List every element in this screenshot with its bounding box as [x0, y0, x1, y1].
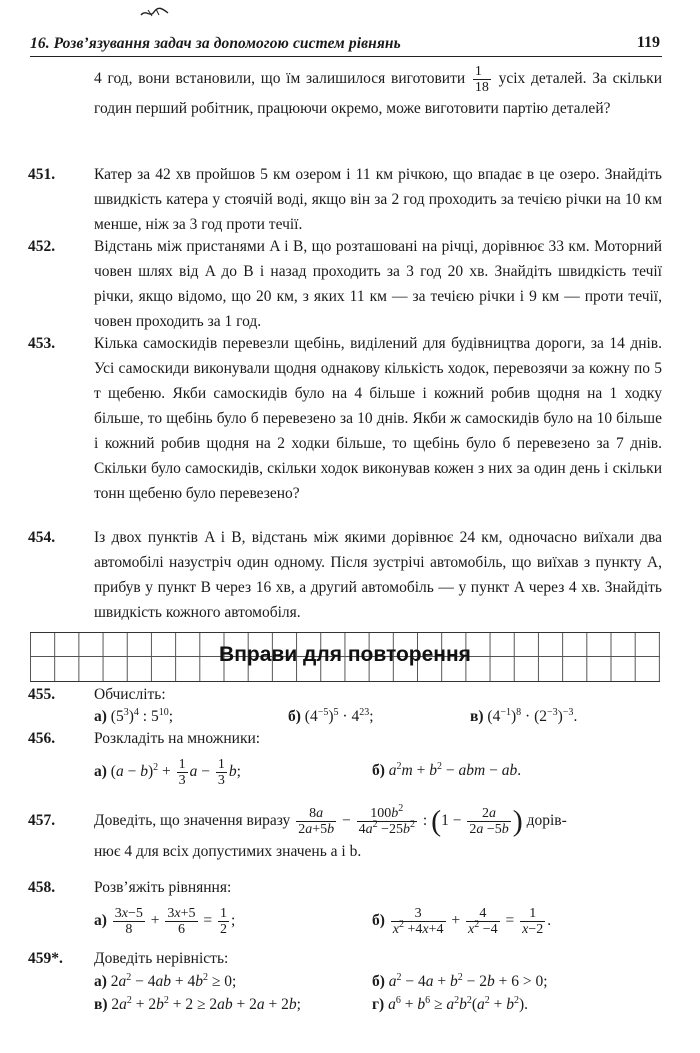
problem-text: Кілька самоскидів перевезли щебінь, виділений для будівництва дороги, за 14 днів. Усі самоскиди виконували щодня однакову кількість ходок, перевозячи за кожну по 5 т щебеню. Якби самоскидів було на 4 більше і кожний робив щодня на 1 ходку більше, то щебінь було б перевезено за 10 днів. Якби ж самоскидів було на 10 більше і кожний робив щодня на 2 ходки більше, то щебінь було б перевезено за 7 днів. Скільки було самоскидів, скільки ходок виконував кожен з них за один день і скільки тонн щебеню було перевезено? [94, 335, 662, 502]
problem-number: 453. [28, 335, 56, 352]
item-label: б) [372, 973, 385, 990]
fraction-4: $\frac{4}{x^2 -4}$ [468, 906, 498, 937]
problem-number: 455. [28, 686, 56, 703]
problem-text: Із двох пунктів A і B, відстань між якими дорівнює 24 км, одночасно виїхали два автомобілі назустріч один одному. Після зустрічі автомобіль, що виїхав з пункту A, прибув у пункт B через 16 хв, а другий автомобіль — у пункт A через 4 хв. Знайдіть швидкість кожного автомобіля. [94, 529, 662, 621]
fraction-numerator: 1 [473, 64, 491, 80]
pen-scribble [140, 6, 170, 20]
problem-459-a: а) $2a^2 - 4ab + 4b^2 \ge 0$; [94, 972, 237, 990]
chapter-title: 16. Розв’язування задач за допомогою систем рівнянь [30, 35, 401, 52]
fraction-2a: $\frac{2a}{2a -5b}$ [469, 806, 509, 837]
item-label: б) [372, 762, 385, 779]
problem-454 [28, 525, 662, 625]
problem-prompt: Обчисліть: [94, 686, 166, 703]
fraction-1-over-x-2: $\frac{1}{x-2}$ [522, 906, 544, 937]
fraction-100b2: $\frac{100b^2}{4a^2 -25b^2}$ [358, 803, 415, 837]
problem-prompt: Розв’яжіть рівняння: [94, 879, 232, 896]
section-banner-grid [30, 632, 660, 682]
problem-number: 457. [28, 812, 56, 830]
problem-459-d: г) $a^6 + b^6 \ge a^2b^2(a^2 + b^2)$. [372, 995, 529, 1013]
problem-458-a: а) $\frac{3x-5}{8}$ + $\frac{3x+5}{6}$ = $\frac{1}{2}$ ; [94, 906, 236, 937]
problem-456-a: а) $(a - b)^2$ + $\frac{1}{3}$ a − $\frac{1}{3}$ b; [94, 757, 241, 788]
fraction-one-third: $\frac{1}{3}$ [217, 757, 225, 788]
problem-number: 454. [28, 529, 56, 546]
problem-455-a: а) $(5^3)^4$ : $5^{10}$; [94, 707, 174, 725]
intro-text-start: 4 год, вони встановили, що їм залишилося виготовити [94, 70, 466, 88]
problem-457-line2 [94, 841, 361, 863]
fraction-3: $\frac{3}{x^2 +4x+4}$ [392, 906, 444, 937]
fraction-1-18 [473, 64, 491, 95]
intro-text-end: усіх деталей. [498, 70, 587, 88]
item-label: г) [372, 996, 385, 1013]
problem-459-b: б) $a^2 - 4a + b^2 - 2b + 6 > 0$; [372, 972, 548, 990]
problem-prompt: Доведіть нерівність: [94, 950, 229, 967]
item-label: а) [94, 763, 107, 781]
problem-455 [28, 684, 166, 706]
problem-prompt: Розкладіть на множники: [94, 730, 261, 747]
fraction-8a: $\frac{8a}{2a+5b}$ [298, 806, 335, 837]
problem-number: 459*. [28, 950, 63, 967]
fraction-3x+5: $\frac{3x+5}{6}$ [167, 906, 196, 937]
item-label: а) [94, 912, 107, 930]
section-title-text: Вправи для повторення [219, 643, 471, 666]
item-label: а) [94, 708, 107, 725]
problem-457: 457. Доведіть, що значення виразу $\frac{8a}{2a+5b}$ − $\frac{100b^2}{4a^2 -25b^2}$ : (1 − $\frac{2a}{2a -5b}$ ) дорів- [28, 803, 567, 838]
item-label: в) [470, 708, 484, 725]
problem-number: 451. [28, 166, 56, 183]
problem-number: 458. [28, 879, 56, 896]
problem-455-c: в) $(4^{-1})^8 \cdot (2^{-3})^{-3}$. [470, 707, 578, 725]
item-label: в) [94, 996, 108, 1013]
problem-459-c: в) $2a^2 + 2b^2 + 2 \ge 2ab + 2a + 2b$; [94, 995, 301, 1013]
section-title [30, 643, 660, 667]
page-header [30, 30, 662, 57]
item-label: б) [372, 912, 385, 930]
intro-continuation [94, 64, 662, 122]
fraction-3x-5: $\frac{3x-5}{8}$ [114, 906, 143, 937]
fraction-one-third: $\frac{1}{3}$ [178, 757, 186, 788]
fraction-one-half: $\frac{1}{2}$ [220, 906, 228, 937]
problem-text: Катер за 42 хв пройшов 5 км озером і 11 км річкою, що впадає в це озеро. Знайдіть швидкість катера у стоячій воді, якщо він за 2 год проходить за течією річки на 10 км менше, ніж за 3 год проти течії. [94, 166, 662, 233]
item-label: б) [288, 708, 301, 725]
fraction-denominator: 18 [474, 80, 489, 95]
page-number: 119 [636, 34, 660, 51]
problem-text: Відстань між пристанями A і B, що розташовані на річці, дорівнює 33 км. Моторний човен шлях від A до B і назад проходить за 3 год 20 хв. Знайдіть швидкість течії річки, якщо відомо, що 20 км, з яких 11 км — за течією річки і 9 км — проти течії, човен проходить за 1 год. [94, 238, 662, 330]
problem-455-b: б) $(4^{-5})^5 \cdot 4^{23}$; [288, 707, 374, 725]
problem-number: 456. [28, 730, 56, 747]
problem-456 [28, 728, 260, 750]
problem-451 [28, 162, 662, 237]
intro-text-rest: За скільки годин перший робітник, працюючи окремо, може виготовити партію деталей? [94, 70, 663, 117]
problem-452 [28, 234, 662, 334]
problem-458-b: б) $\frac{3}{x^2 +4x+4}$ + $\frac{4}{x^2 -4}$ = $\frac{1}{x-2}$ . [372, 906, 552, 937]
problem-456-b: б) $a^2m + b^2$ − abm − ab. [372, 761, 522, 779]
problem-459 [28, 948, 228, 970]
problem-prompt: Доведіть, що значення виразу [94, 812, 291, 830]
problem-text: нює 4 для всіх допустимих значень a і b. [94, 843, 362, 860]
problem-453 [28, 331, 662, 506]
item-label: а) [94, 973, 107, 990]
problem-number: 452. [28, 238, 56, 255]
problem-prompt-end: дорів- [526, 812, 567, 830]
problem-458 [28, 877, 231, 899]
